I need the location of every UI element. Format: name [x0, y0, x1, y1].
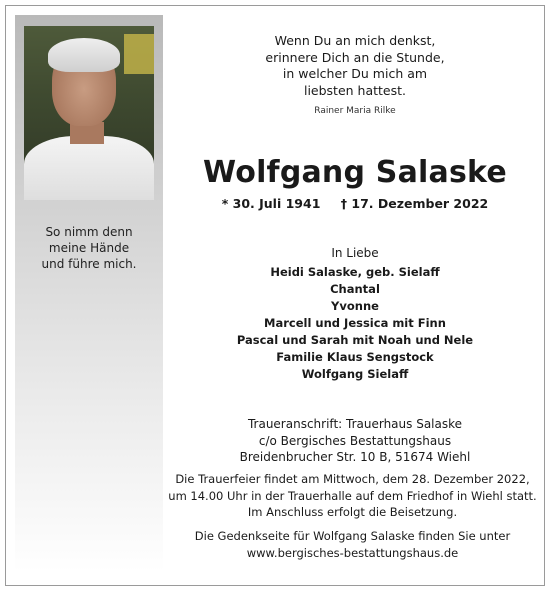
poem-line: in welcher Du mich am	[282, 66, 428, 81]
memorial-url: www.bergisches-bestattungshaus.de	[246, 545, 459, 560]
life-dates	[200, 196, 510, 211]
address-line: Breidenbrucher Str. 10 B, 51674 Wiehl	[239, 450, 471, 464]
address-line: c/o Bergisches Bestattungshaus	[258, 433, 452, 448]
notice-line: Die Trauerfeier findet am Mittwoch, dem 28. Dezember 2022,	[175, 472, 530, 486]
notice-line: um 14.00 Uhr in der Trauerhalle auf dem Friedhof in Wiehl statt.	[168, 488, 537, 503]
mourner-name: Yvonne	[331, 299, 379, 313]
address-line: Traueranschrift: Trauerhaus Salaske	[247, 417, 463, 431]
side-verse-line: meine Hände	[48, 241, 130, 255]
funeral-notice	[160, 471, 545, 521]
poem-line: erinnere Dich an die Stunde,	[265, 49, 445, 65]
notice-line: Im Anschluss erfolgt die Beisetzung.	[247, 505, 458, 519]
mourner-name: Familie Klaus Sengstock	[276, 350, 434, 364]
poem-author: Rainer Maria Rilke	[314, 106, 396, 116]
side-verse	[24, 224, 154, 272]
mourners-list	[200, 264, 510, 383]
mourner-name: Wolfgang Sielaff	[301, 367, 409, 381]
mourning-address	[200, 416, 510, 466]
death-date: † 17. Dezember 2022	[340, 196, 489, 211]
poem	[230, 33, 480, 99]
side-verse-line: und führe mich.	[41, 257, 137, 271]
memorial-page	[160, 528, 545, 561]
mourners-intro: In Liebe	[331, 246, 379, 260]
birth-date: * 30. Juli 1941	[221, 196, 321, 211]
mourner-name: Heidi Salaske, geb. Sielaff	[270, 265, 440, 279]
portrait-photo	[24, 26, 154, 200]
photo-background-detail	[124, 34, 154, 74]
poem-line: liebsten hattest.	[303, 82, 407, 98]
mourner-name: Pascal und Sarah mit Noah und Nele	[236, 333, 474, 347]
poem-line: Wenn Du an mich denkst,	[274, 33, 436, 48]
memorial-text: Die Gedenkseite für Wolfgang Salaske finden Sie unter	[194, 529, 511, 543]
photo-hair	[48, 38, 120, 72]
mourner-name: Chantal	[330, 282, 380, 296]
deceased-name: Wolfgang Salaske	[203, 155, 507, 190]
photo-shirt	[24, 136, 154, 200]
side-verse-line: So nimm denn	[45, 225, 133, 239]
mourner-name: Marcell und Jessica mit Finn	[264, 316, 446, 330]
